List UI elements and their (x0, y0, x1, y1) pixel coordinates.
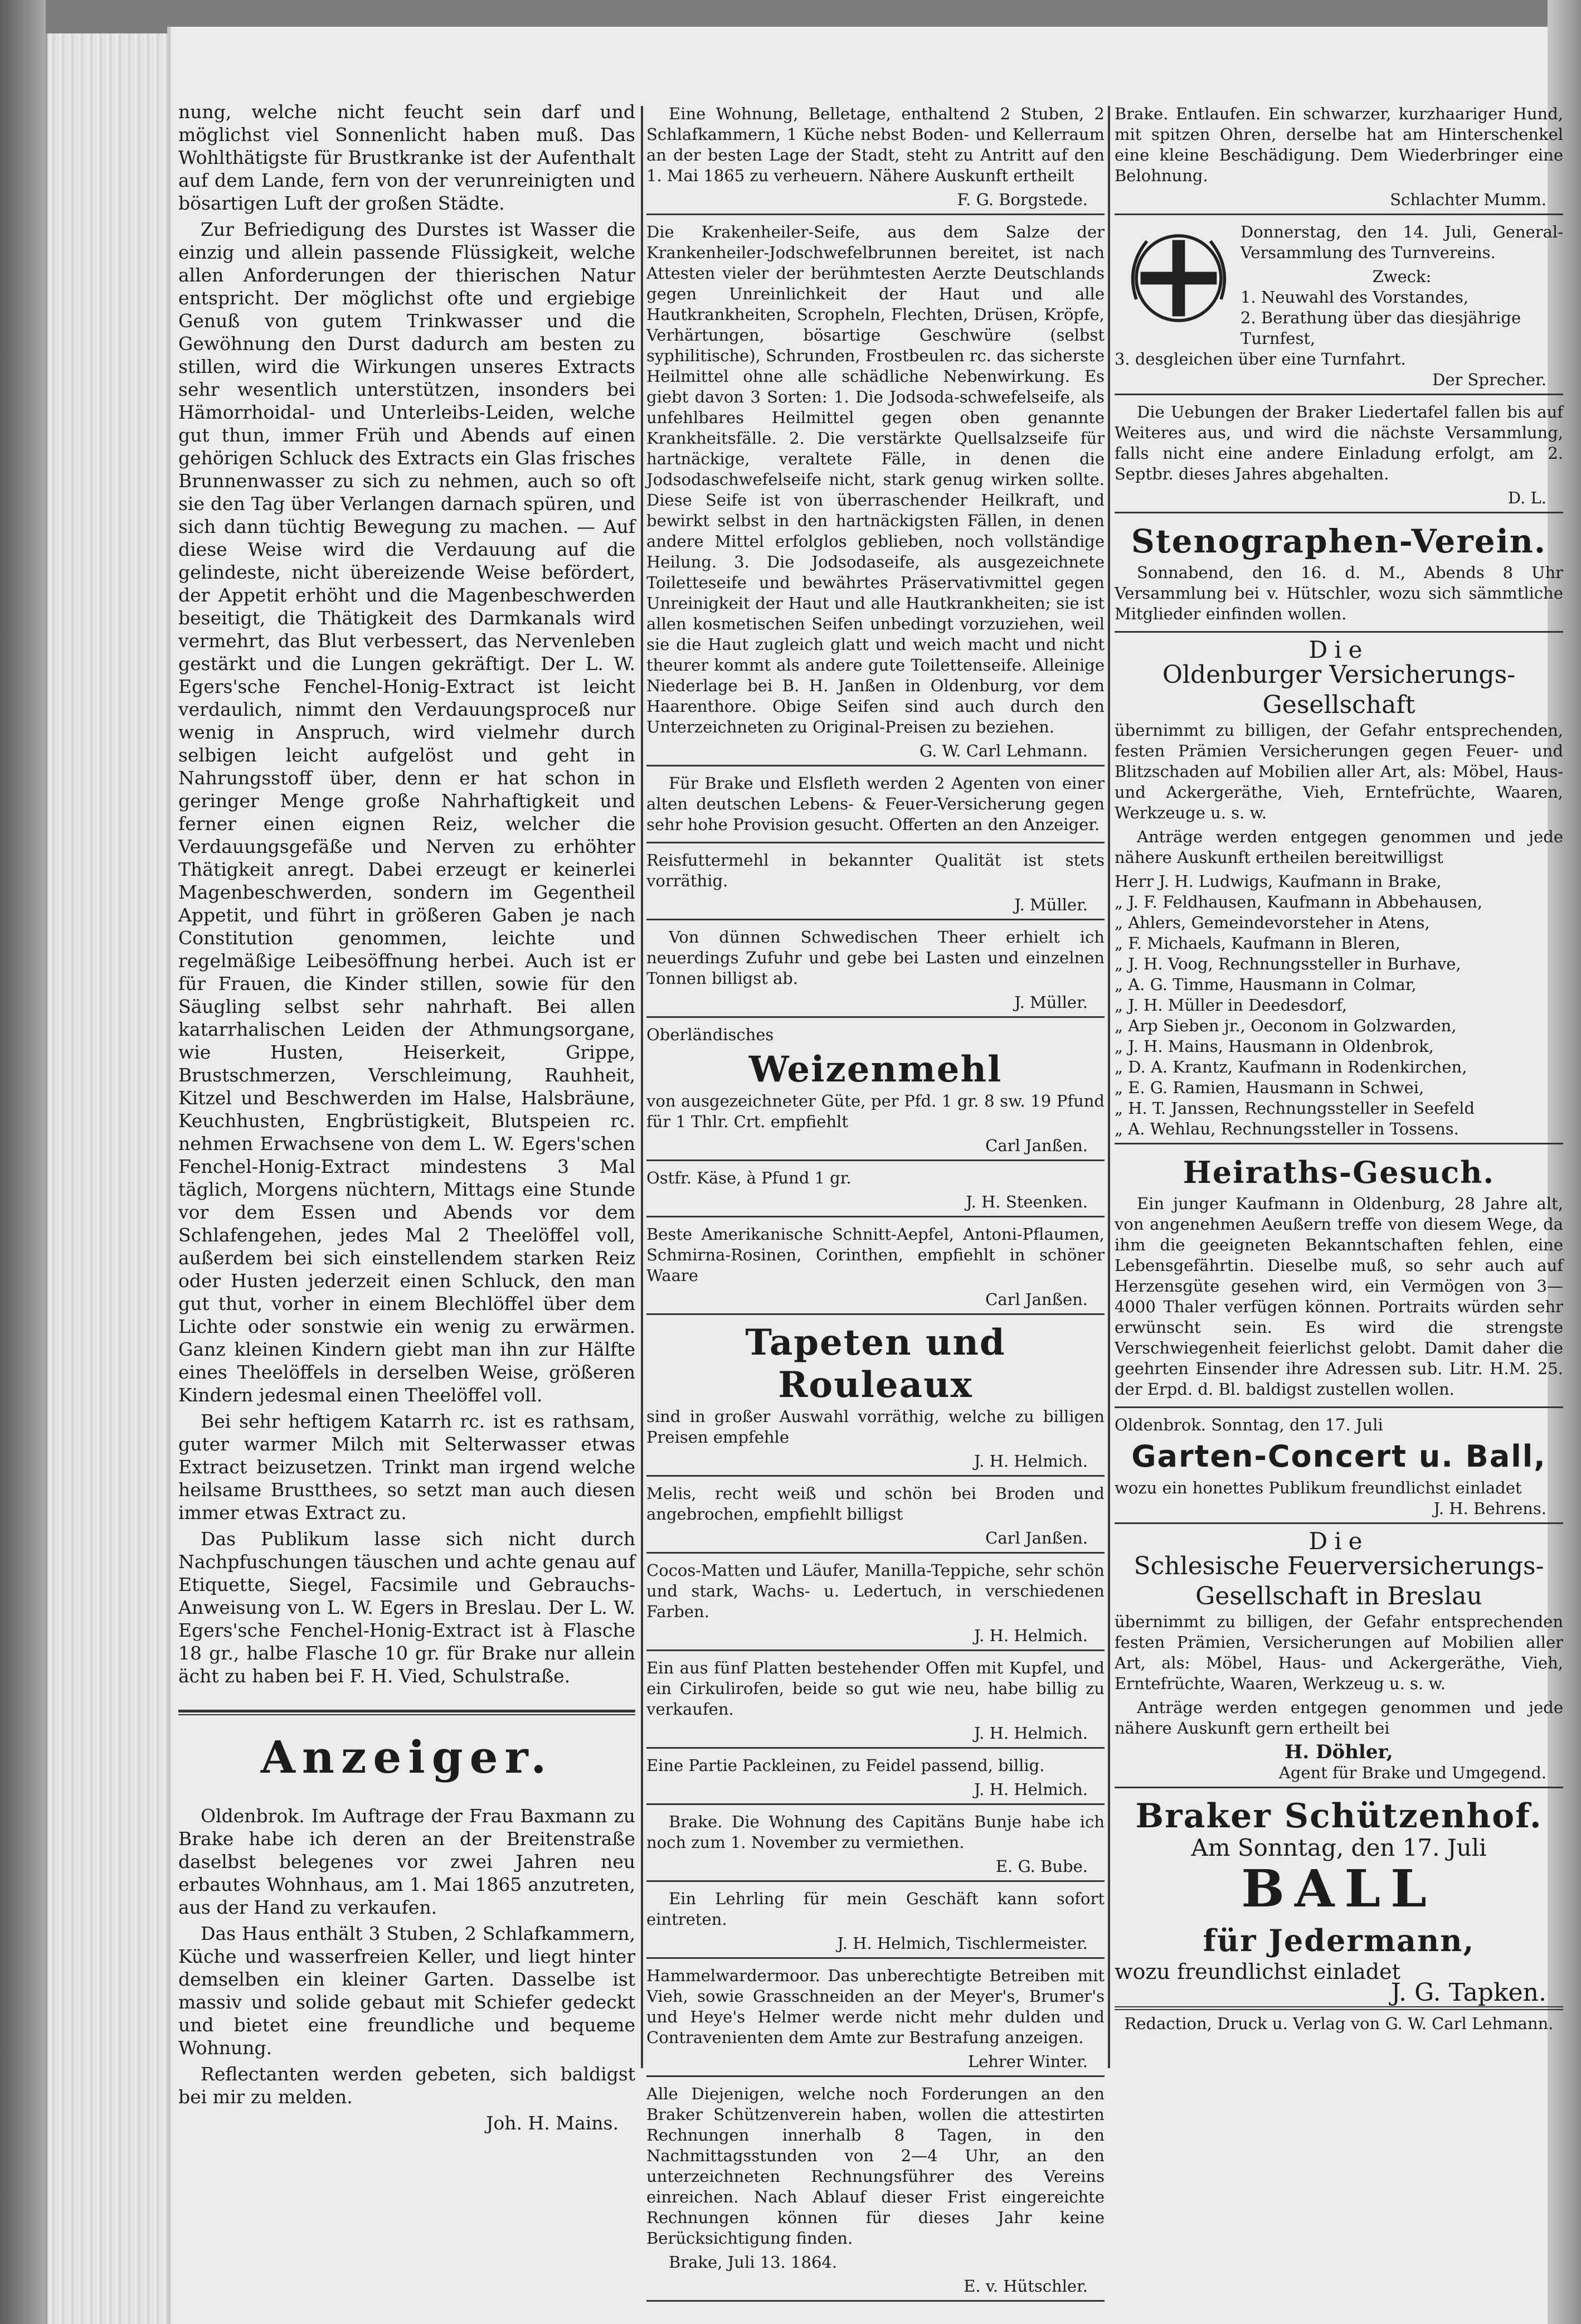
signature: D. L. (1507, 488, 1546, 507)
anzeiger-text: Reflectanten werden gebeten, sich baldigst bei mir zu melden. (178, 2063, 635, 2108)
advertisement (646, 770, 1105, 843)
ad-text: Ein junger Kaufmann in Oldenburg, 28 Jahre alt, von angenehmen Aeußern treffe von diesem Wege, da ihm die geeigneten Bekanntschaften fehlen, eine Lebensgefährtin. Dieselbe muß, so sehr auch auf Herzensgüte gesehen wird, ein Vermögen von 3—4000 Thaler verfügen können. Portraits würden sehr erwünscht sein. Es wird die strengste Verschwiegenheit feierlichst gelobt. Damit daher die geehrten Einsender ihre Adressen sub. Litr. H.M. 25. der Erpd. d. Bl. baldigst zustellen wollen. (1115, 1194, 1563, 1399)
advertisement (1115, 517, 1563, 633)
advertisement (646, 2080, 1105, 2302)
column-2 (646, 100, 1105, 2296)
advertisement (646, 1021, 1105, 1161)
signature-title: Agent für Brake und Umgegend. (1278, 1763, 1546, 1782)
signature: J. G. Tapken. (1390, 1978, 1546, 2007)
agent-entry: „ A. G. Timme, Hausmann in Colmar, (1115, 975, 1417, 994)
advertisement (1115, 100, 1563, 215)
agent-entry: „ F. Michaels, Kaufmann in Bleren, (1115, 934, 1400, 953)
ad-text: wozu freundlichst einladet (1115, 1959, 1400, 1984)
ad-subheading: Zweck: (1372, 267, 1432, 286)
ad-heading-small: Die (1308, 636, 1369, 663)
ad-text: übernimmt zu billigen, der Gefahr entsprechenden, festen Prämien Versicherungen gegen Feuer- und Blitzschaden auf Mobilien aller Art, als: Möbel, Haus- und Ackergeräthe, Vieh, Erntefrüchte, Waaren, Werkzeuge u. s. w. (1115, 721, 1563, 822)
signature: J. H. Helmich, Tischlermeister. (837, 1934, 1088, 1953)
ad-heading: Oldenburger Versicherungs-Gesellschaft (1162, 661, 1516, 719)
anzeiger-text: Oldenbrok. Im Auftrage der Frau Baxmann zu Brake habe ich deren an der Breitenstraße daselbst belegenes vor zwei Jahren neu erbautes Wohnhaus, am 1. Mai 1865 anzutreten, aus der Hand zu verkaufen. (178, 1805, 635, 1918)
ad-text: Cocos-Matten und Läufer, Manilla-Teppiche, sehr schön und stark, Wachs- u. Ledertuch, in verschiedenen Farben. (646, 1561, 1105, 1621)
advertisement (646, 847, 1105, 920)
ad-text: Anträge werden entgegen genommen und jede nähere Auskunft gern ertheilt bei (1115, 1698, 1563, 1738)
ad-text: Reisfuttermehl in bekannter Qualität ist stets vorräthig. (646, 851, 1105, 890)
agent-entry: „ H. T. Janssen, Rechnungssteller in Seefeld (1115, 1099, 1475, 1118)
signature: E. G. Bube. (995, 1857, 1088, 1876)
article-paragraph: nung, welche nicht feucht sein darf und möglichst viel Sonnenlicht haben muß. Das Wohlthätigste für Brustkranke ist der Aufenthalt auf dem Lande, fern von der verunreinigten und bösartigen Luft der großen Städte. (178, 101, 635, 214)
advertisement (1115, 1411, 1563, 1524)
ad-heading: Schlesische Feuerversicherungs-Gesellschaft in Breslau (1134, 1552, 1544, 1610)
advertisement (1115, 219, 1563, 395)
ad-text: Brake. Die Wohnung des Capitäns Bunje habe ich noch zum 1. November zu vermiethen. (646, 1812, 1105, 1852)
column-3 (1115, 100, 1563, 2118)
ad-text: Ein aus fünf Platten bestehender Offen mit Kupfel, und ein Cirkulirofen, beide so gut wie neu, habe billig zu verkaufen. (646, 1658, 1105, 1719)
ad-text: Eine Wohnung, Belletage, enthaltend 2 Stuben, 2 Schlafkammern, 1 Küche nebst Boden- und Kellerraum an der besten Lage der Stadt, steht zu Antritt auf den 1. Mai 1865 zu verheuern. Nähere Auskunft ertheilt (646, 104, 1105, 185)
signature: J. H. Behrens. (1433, 1499, 1546, 1518)
ad-text: wozu ein honettes Publikum freundlichst einladet (1115, 1478, 1522, 1497)
signature: J. H. Steenken. (966, 1192, 1088, 1211)
signature: Joh. H. Mains. (486, 2112, 619, 2134)
turner-cross-icon (1126, 225, 1232, 331)
list-item: 3. desgleichen über eine Turnfahrt. (1115, 350, 1406, 368)
ad-text: übernimmt zu billigen, der Gefahr entsprechenden festen Prämien, Versicherungen auf Mobilien aller Art, als: Möbel, Haus- und Ackergeräthe, Vieh, Erntefrüchte, Waaren, Werkzeug u. s. w. (1115, 1612, 1563, 1693)
ad-text: Donnerstag, den 14. Juli, General-Versammlung des Turnvereins. (1241, 222, 1563, 262)
ad-text: Ein Lehrling für mein Geschäft kann sofort eintreten. (646, 1889, 1105, 1929)
article-paragraph: Das Publikum lasse sich nicht durch Nachpfuschungen täuschen und achte genau auf Etiquette, Siegel, Facsimile und Gebrauchs-Anweisung von L. W. Egers in Breslau. Der L. W. Egers'sche Fenchel-Honig-Extract ist à Flasche 18 gr., halbe Flasche 10 gr. für Brake nur allein ächt zu haben bei F. H. Vied, Schulstraße. (178, 1528, 635, 1687)
agent-entry: „ A. Wehlau, Rechnungssteller in Tossens. (1115, 1119, 1459, 1138)
signature: Carl Janßen. (985, 1290, 1088, 1309)
signature: Carl Janßen. (985, 1529, 1088, 1547)
agent-entry: „ Ahlers, Gemeindevorsteher in Atens, (1115, 913, 1430, 932)
ad-heading: Stenographen-Verein. (1131, 522, 1547, 560)
ad-heading: Heiraths-Gesuch. (1183, 1154, 1495, 1190)
anzeiger-heading: Anzeiger. (260, 1731, 553, 1783)
agent-entry: „ J. H. Mains, Hausmann in Oldenbrok, (1115, 1037, 1434, 1056)
ad-text: Brake. Entlaufen. Ein schwarzer, kurzhaariger Hund, mit spitzen Ohren, derselbe hat am Hinterschenkel eine kleine Beschädigung. Dem Wiederbringer eine Belohnung. (1115, 104, 1563, 185)
background-left (0, 0, 46, 2324)
column-rule-2 (1108, 106, 1110, 2068)
column-1 (178, 100, 635, 2134)
ad-text: Alle Diejenigen, welche noch Forderungen an den Braker Schützenverein haben, wollen die attestirten Rechnungen innerhalb 8 Tagen, in den Nachmittagsstunden von 2—4 Uhr, an den unterzeichneten Rechnungsführer des Vereins einreichen. Nach Ablauf dieser Frist eingereichte Rechnungen können für dieses Jahr keine Berücksichtigung finden. (646, 2084, 1105, 2248)
ad-text: Ostfr. Käse, à Pfund 1 gr. (646, 1168, 852, 1187)
ad-heading: Tapeten und Rouleaux (745, 1322, 1006, 1406)
agent-entry: „ D. A. Krantz, Kaufmann in Rodenkirchen, (1115, 1057, 1467, 1076)
ad-dateline: Brake, Juli 13. 1864. (669, 2253, 838, 2272)
signature: G. W. Carl Lehmann. (919, 741, 1088, 760)
signature: Lehrer Winter. (967, 2052, 1088, 2071)
signature: J. Müller. (1014, 993, 1088, 1012)
imprint: Redaction, Druck u. Verlag von G. W. Carl Lehmann. (1124, 2014, 1554, 2033)
ad-subheading: Am Sonntag, den 17. Juli (1191, 1834, 1487, 1861)
advertisement (646, 1165, 1105, 1217)
agent-entry: „ J. H. Müller in Deedesdorf, (1115, 996, 1348, 1015)
signature: J. H. Helmich. (974, 1626, 1088, 1645)
signature: J. H. Helmich. (974, 1780, 1088, 1799)
ad-heading: Garten-Concert u. Ball, (1131, 1439, 1546, 1474)
advertisement (1115, 1527, 1563, 1788)
ad-heading: Weizenmehl (748, 1049, 1003, 1090)
anzeiger-text: Das Haus enthält 3 Stuben, 2 Schlafkammern, Küche und wasserfreien Keller, und liegt hinter demselben ein kleiner Garten. Dasselbe ist massiv und solide gebaut mit Schiefer gedeckt und bietet eine freundliche und bequeme Wohnung. (178, 1923, 635, 2059)
signature: J. H. Helmich. (974, 1724, 1088, 1743)
agent-entry: „ J. F. Feldhausen, Kaufmann in Abbehausen, (1115, 892, 1483, 911)
agent-entry: „ E. G. Ramien, Hausmann in Schwei, (1115, 1078, 1424, 1097)
advertisement (646, 1885, 1105, 1959)
agent-entry: Herr J. H. Ludwigs, Kaufmann in Brake, (1115, 872, 1442, 891)
advertisement (646, 1655, 1105, 1749)
ad-text: Melis, recht weiß und schön bei Broden und angebrochen, empfiehlt billigst (646, 1484, 1105, 1524)
page-stack-edge (46, 33, 177, 2324)
advertisement (646, 1962, 1105, 2077)
ad-heading: für Jedermann, (1203, 1923, 1475, 1958)
ad-text: Die Uebungen der Braker Liedertafel fallen bis auf Weiteres aus, und wird die nächste Versammlung, falls nicht eine andere Einladung erfolgt, am 2. Septbr. dieses Jahres abgehalten. (1115, 402, 1563, 483)
section-rule (178, 1710, 635, 1715)
ad-text: Beste Amerikanische Schnitt-Aepfel, Antoni-Pflaumen, Schmirna-Rosinen, Corinthen, empfiehlt in schöner Waare (646, 1225, 1105, 1285)
signature: Schlachter Mumm. (1390, 190, 1546, 209)
ad-text: Für Brake und Elsfleth werden 2 Agenten von einer alten deutschen Lebens- & Feuer-Versicherung gegen sehr hohe Provision gesucht. Offerten an den Anzeiger. (646, 774, 1105, 834)
ad-text: Von dünnen Schwedischen Theer erhielt ich neuerdings Zufuhr und gebe bei Lasten und einzelnen Tonnen billigst ab. (646, 928, 1105, 988)
advertisement (646, 219, 1105, 766)
advertisement (1115, 636, 1563, 1144)
signature: H. Döhler, (1285, 1741, 1393, 1763)
column-rule-1 (641, 106, 643, 2068)
list-item: 1. Neuwahl des Vorstandes, (1241, 288, 1469, 307)
article-paragraph: Zur Befriedigung des Durstes ist Wasser die einzig und allein passende Flüssigkeit, welche allen Anforderungen der thierischen Natur entspricht. Der möglichst ofte und ergiebige Genuß von gutem Trinkwasser und die Gewöhnung den Durst dadurch am besten zu stillen, wird die Wirkungen unseres Extracts sehr wesentlich unterstützen, insonders bei Hämorrhoidal- und Unterleibs-Leiden, welche gut thun, immer Früh und Abends auf einen gehörigen Schluck des Extracts ein Glas frisches Brunnenwasser zu sich zu nehmen, auch so oft sie den Tag über Verlangen darnach spüren, und sich dann tüchtig Bewegung zu machen. — Auf diese Weise wird die Verdauung auf die gelindeste, nicht übereizende Weise befördert, der Appetit erhöht und die Magenbeschwerden beseitigt, die Thätigkeit des Darmkanals wird vermehrt, das Blut verbessert, das Nervenleben gestärkt und die Lungen gekräftigt. Der L. W. Egers'sche Fenchel-Honig-Extract ist leicht verdaulich, nimmt den Verdauungsproceß nur wenig in Anspruch, wird vielmehr durch selbigen leicht aufgelöst und geht in Nahrungsstoff über, denn er hat schon in geringer Menge große Nahrhaftigkeit und ferner einen eignen Reiz, welcher die Verdauungsgefäße und Nerven zu erhöhter Thätigkeit anregt. Dabei erzeugt er keinerlei Magenbeschwerden, sondern im Gegentheil Appetit, und führt in größeren Gaben je nach Constitution genommen, leichte und regelmäßige Leibesöffnung herbei. Auch ist er für Frauen, die Kinder stillen, sowie für den Säugling selbst sehr nahrhaft. Bei allen katarrhalischen Leiden der Athmungsorgane, wie Husten, Heiserkeit, Grippe, Brustschmerzen, Verschleimung, Rauhheit, Kitzel und Beschwerden im Halse, Halsbräune, Keuchhusten, Engbrüstigkeit, Blutspeien rc. nehmen Erwachsene von dem L. W. Egers'schen Fenchel-Honig-Extract mindestens 3 Mal täglich, Morgens nüchtern, Mittags eine Stunde vor dem Essen und Abends vor dem Schlafengehen, jedes Mal 2 Theelöffel voll, außerdem bei sich einstellendem starken Reiz oder Husten jederzeit einen Schluck, den man gut thut, vorher in einem Blechlöffel über dem Lichte oder sonstwie ein wenig zu erwärmen. Ganz kleinen Kindern giebt man ihn zur Hälfte eines Theelöffels in derselben Weise, größeren Kindern jedesmal einen Theelöffel voll. (178, 219, 635, 1406)
ad-text: Anträge werden entgegen genommen und jede nähere Auskunft ertheilen bereitwilligst (1115, 827, 1563, 867)
signature: F. G. Borgstede. (957, 190, 1088, 209)
advertisement (646, 924, 1105, 1018)
advertisement (1115, 1148, 1563, 1408)
article-paragraph: Bei sehr heftigem Katarrh rc. ist es rathsam, guter warmer Milch mit Selterwasser etwas Extract beizusetzen. Trinkt man irgend welche heilsame Brustthees, so setzt man auch diesen immer etwas Extract zu. (178, 1410, 635, 1524)
ad-text: Sonnabend, den 16. d. M., Abends 8 Uhr Versammlung bei v. Hütschler, wozu sich sämmtliche Mitglieder einfinden wollen. (1115, 563, 1563, 623)
agent-entry: „ J. H. Voog, Rechnungssteller in Burhave, (1115, 954, 1461, 973)
signature: Der Sprecher. (1432, 370, 1546, 389)
signature: Carl Janßen. (985, 1136, 1088, 1155)
agent-entry: „ Arp Sieben jr., Oeconom in Golzwarden, (1115, 1016, 1457, 1035)
advertisement (646, 1480, 1105, 1554)
advertisement (646, 100, 1105, 215)
ad-heading-small: Die (1308, 1527, 1369, 1555)
signature: J. Müller. (1014, 895, 1088, 914)
signature: J. H. Helmich. (974, 1452, 1088, 1471)
ad-text: Hammelwardermoor. Das unberechtigte Betreiben mit Vieh, sowie Grasschneiden an der Meyer's, Brumer's und Heye's Helmer werde nicht mehr dulden und Contravenienten dem Amte zur Bestrafung anzeigen. (646, 1966, 1105, 2047)
ad-text: Die Krakenheiler-Seife, aus dem Salze der Krankenheiler-Jodschwefelbrunnen bereitet, ist nach Attesten vieler der berühmtesten Aerzte Deutschlands gegen Unreinlichkeit der Haut und alle Hautkrankheiten, Scropheln, Flechten, Drüsen, Kröpfe, Verhärtungen, bösartige Geschwüre (selbst syphilitische), Schrunden, Frostbeulen rc. das sicherste Heilmittel ohne alle schädliche Nebenwirkung. Es giebt davon 3 Sorten: 1. Die Jodsoda-schwefelseife, als unfehlbares Heilmittel gegen oben genannte Krankheitsfälle. 2. Die verstärkte Quellsalzseife für hartnäckige, veraltete Fälle, in denen die Jodsodaschwefelseife nicht, stark genug wirken sollte. Diese Seife ist von überraschender Heilkraft, und bewirkt selbst in den hartnäckigsten Fällen, in denen andere Mittel erfolglos geblieben, noch vollständige Heilung. 3. Die Jodsodaseife, als ausgezeichnete Toiletteseife und bewährtes Präservativmittel gegen Unreinigkeit der Haut und alle Hautkrankheiten; sie ist allen kosmetischen Seifen unbedingt vorzuziehen, weil sie die Haut zugleich glatt und weich macht und nicht theurer kommt als andere gute Toilettenseife. Alleinige Niederlage bei B. H. Janßen in Oldenburg, vor dem Haarenthore. Obige Seifen sind auch durch den Unterzeichneten zu Original-Preisen zu beziehen. (646, 222, 1105, 736)
ad-text: von ausgezeichneter Güte, per Pfd. 1 gr. 8 sw. 19 Pfund für 1 Thlr. Crt. empfiehlt (646, 1091, 1105, 1131)
advertisement (646, 1318, 1105, 1477)
advertisement (646, 1808, 1105, 1882)
list-item: 2. Berathung über das diesjährige Turnfest, (1241, 308, 1521, 348)
advertisement (646, 1221, 1105, 1315)
advertisement (646, 1557, 1105, 1651)
ad-text: Oberländisches (646, 1025, 774, 1044)
ball-heading: BALL (1241, 1859, 1437, 1919)
ad-text: Eine Partie Packleinen, zu Feidel passend, billig. (646, 1756, 1045, 1775)
advertisement (646, 1752, 1105, 1805)
ad-text: sind in großer Auswahl vorräthig, welche zu billigen Preisen empfehle (646, 1407, 1105, 1447)
ad-heading: Braker Schützenhof. (1135, 1797, 1543, 1836)
ad-text: Oldenbrok. Sonntag, den 17. Juli (1115, 1415, 1383, 1434)
advertisement (1115, 1792, 1563, 2010)
advertisement (1115, 399, 1563, 513)
signature: E. v. Hütschler. (964, 2277, 1088, 2296)
